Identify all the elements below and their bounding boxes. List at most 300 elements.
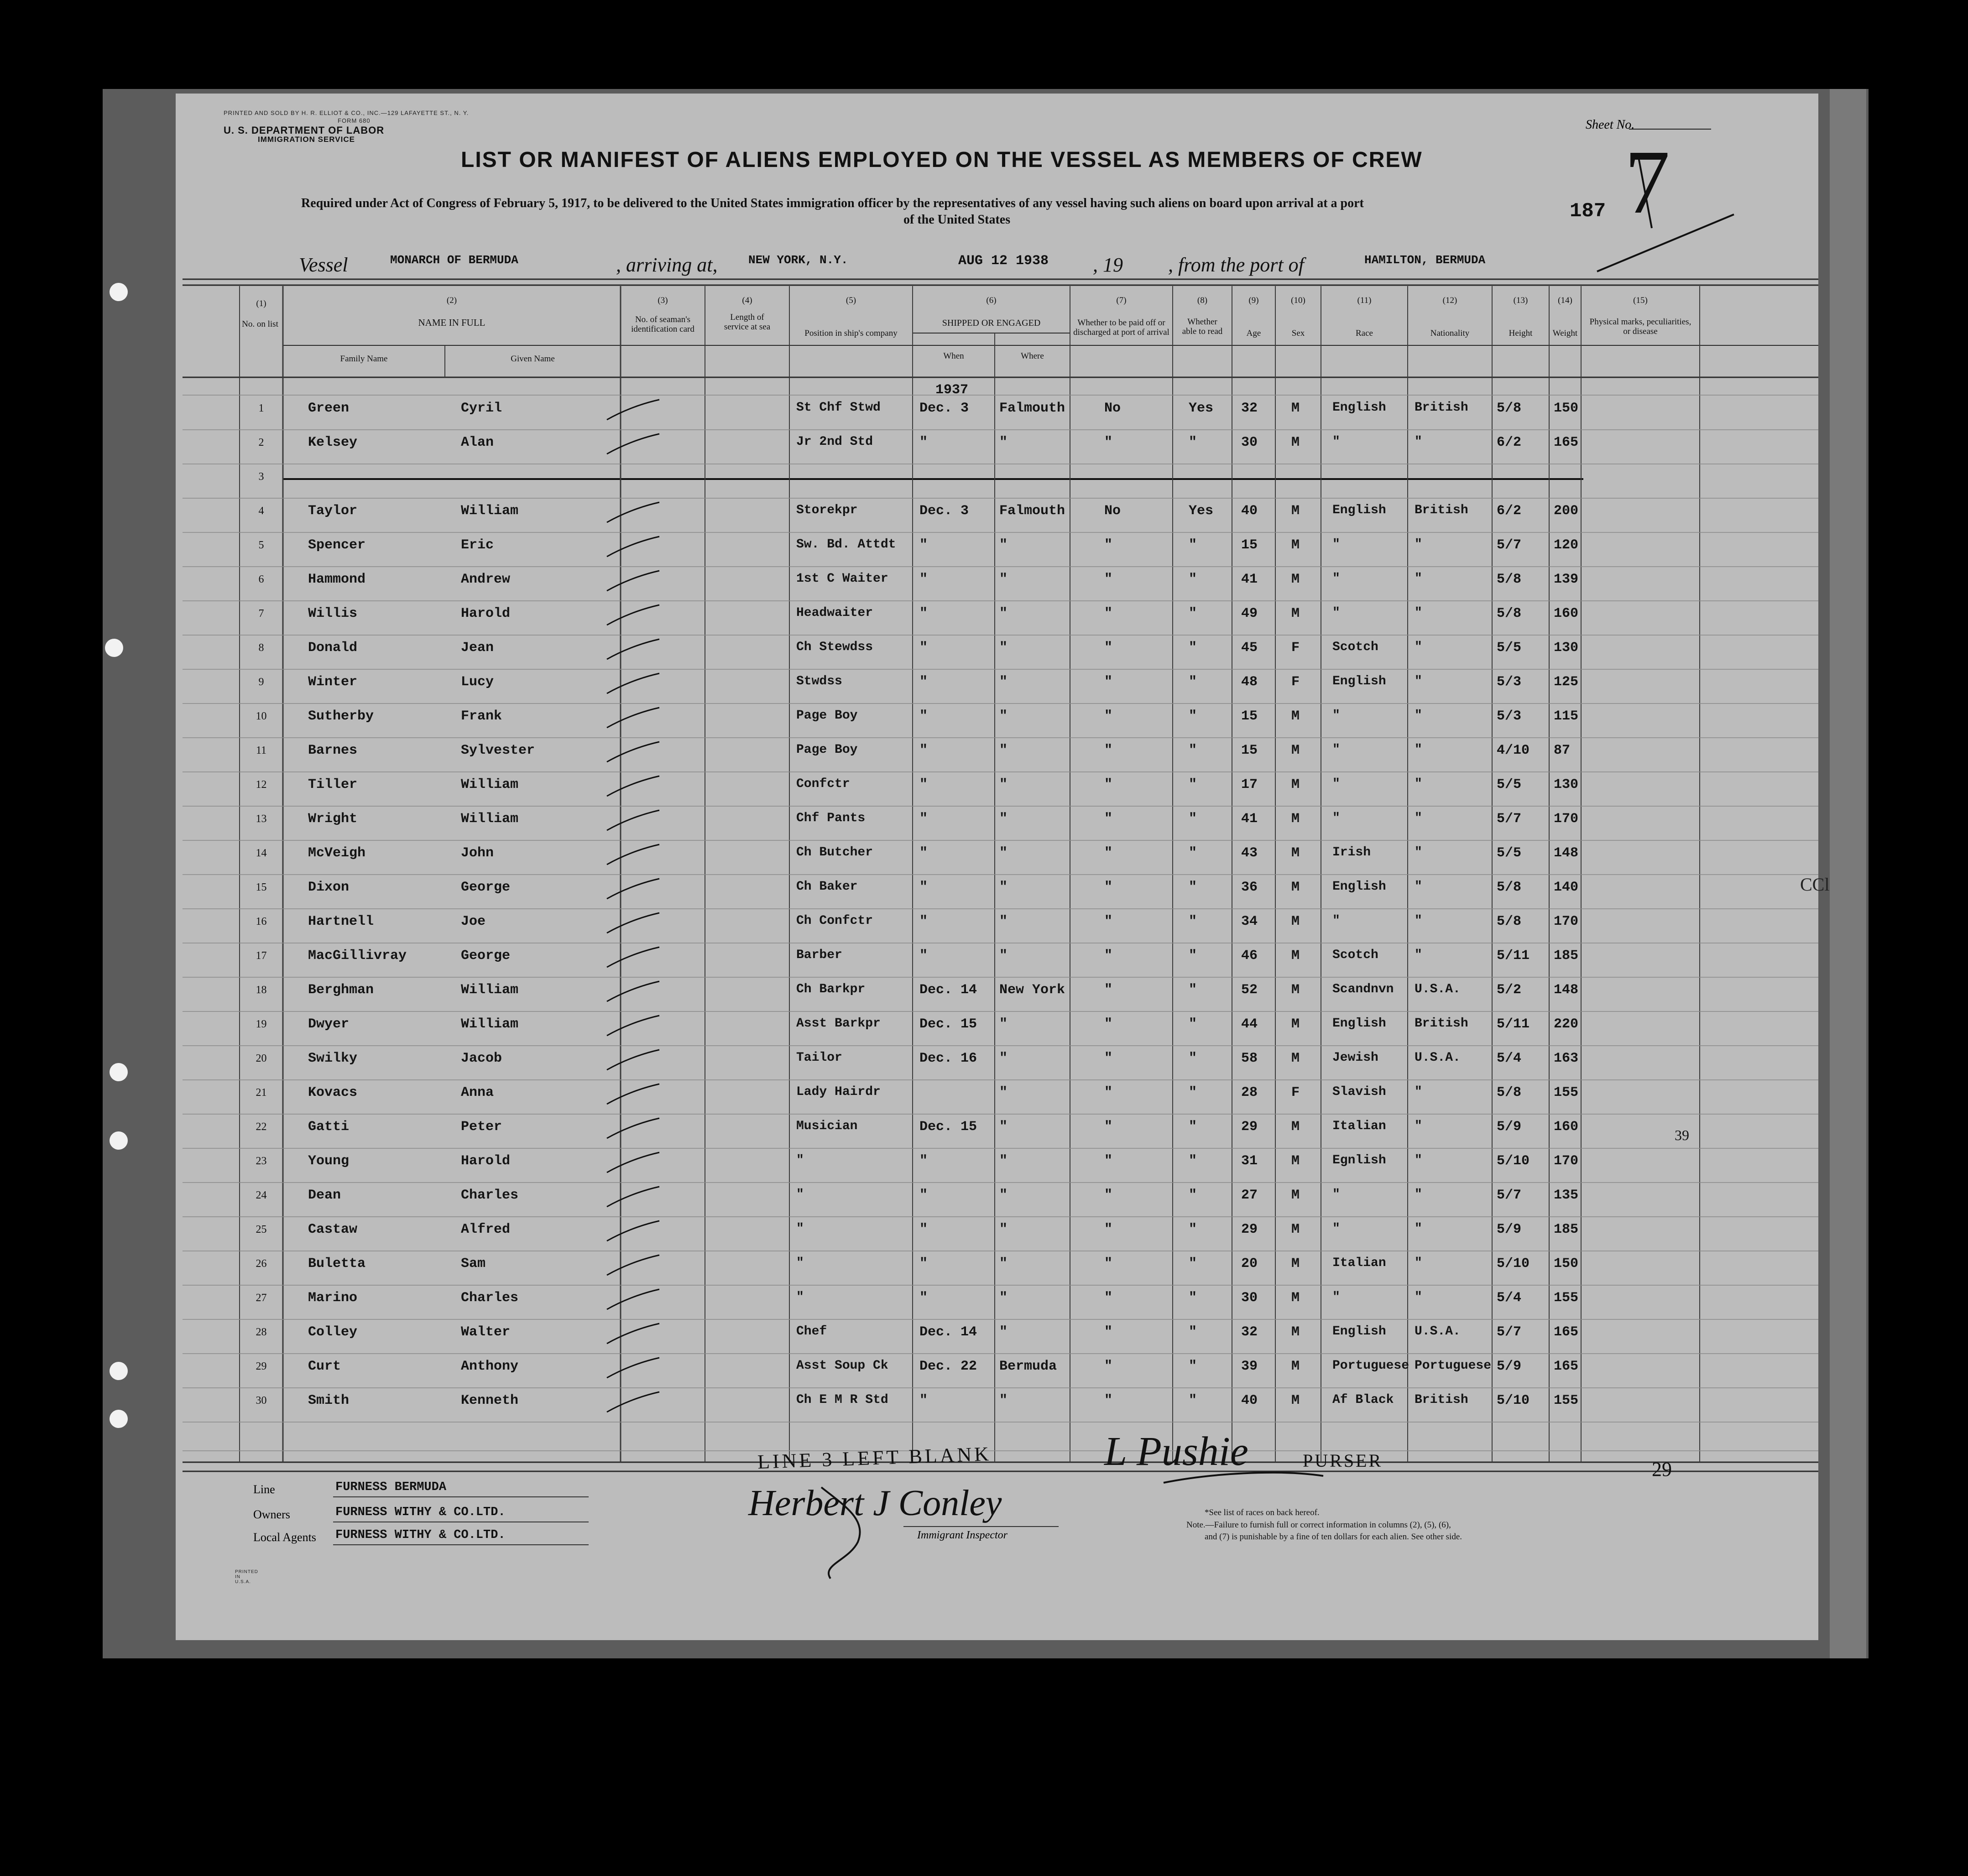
sex: M	[1291, 1359, 1300, 1374]
given-name: Jacob	[461, 1051, 502, 1066]
paid-off: "	[1104, 1188, 1113, 1203]
age: 29	[1241, 1119, 1258, 1135]
sex: M	[1291, 845, 1300, 861]
paid-off: "	[1104, 1222, 1113, 1237]
height: 5/8	[1497, 606, 1522, 621]
margin-note-29: 29	[1652, 1458, 1672, 1480]
vessel-label: Vessel	[299, 254, 348, 276]
stamp-number: 187	[1570, 200, 1606, 223]
race: English	[1332, 503, 1386, 517]
col3-number: (3)	[658, 296, 668, 305]
position: "	[796, 1222, 804, 1236]
age: 41	[1241, 572, 1258, 587]
position: Ch Barkpr	[796, 982, 866, 996]
margin-note-right: CCl	[1800, 874, 1830, 895]
able-to-read: "	[1189, 1153, 1197, 1169]
given-name: Peter	[461, 1119, 502, 1135]
sex: M	[1291, 743, 1300, 758]
paid-off: "	[1104, 674, 1113, 690]
penalty-note-2: and (7) is punishable by a fine of ten dollars for each alien. See other side.	[1205, 1532, 1462, 1542]
subtitle-line1: Required under Act of Congress of February 5, 1917, to be delivered to the United States immigration officer by the representatives of any vessel having such aliens on board upon arrival at a port	[301, 196, 1364, 210]
height: 5/8	[1497, 914, 1522, 929]
weight: 200	[1554, 503, 1579, 519]
sheet-number: 7	[1624, 132, 1670, 233]
paid-off: No	[1104, 401, 1121, 416]
age: 52	[1241, 982, 1258, 998]
position: Page Boy	[796, 709, 858, 723]
engaged-where: "	[999, 674, 1008, 690]
nationality: "	[1415, 1222, 1422, 1236]
able-to-read: "	[1189, 709, 1197, 724]
age: 15	[1241, 537, 1258, 553]
col4-number: (4)	[742, 296, 752, 305]
race: Jewish	[1332, 1051, 1378, 1065]
weight: 160	[1554, 1119, 1579, 1135]
position: Jr 2nd Std	[796, 435, 873, 449]
family-name: McVeigh	[308, 845, 366, 861]
engaged-year: 1937	[935, 382, 969, 398]
engaged-when: "	[919, 572, 928, 587]
race: Slavish	[1332, 1085, 1386, 1099]
paid-off: "	[1104, 709, 1113, 724]
height: 5/11	[1497, 1016, 1530, 1032]
race: "	[1332, 709, 1340, 723]
weight: 163	[1554, 1051, 1579, 1066]
sex: M	[1291, 880, 1300, 895]
age: 17	[1241, 777, 1258, 792]
sex: M	[1291, 914, 1300, 929]
given-name: Charles	[461, 1188, 519, 1203]
position: Asst Barkpr	[796, 1016, 881, 1031]
purser-signature: L Pushie	[1104, 1429, 1248, 1474]
race: "	[1332, 606, 1340, 620]
engaged-where: "	[999, 1324, 1008, 1340]
weight: 125	[1554, 674, 1579, 690]
paid-off: "	[1104, 1119, 1113, 1135]
race: "	[1332, 914, 1340, 928]
position: Stwdss	[796, 674, 842, 688]
weight: 120	[1554, 537, 1579, 553]
row-number: 2	[258, 437, 264, 448]
able-to-read: Yes	[1189, 401, 1214, 416]
row-number: 27	[256, 1292, 267, 1304]
race: English	[1332, 1324, 1386, 1339]
able-to-read: "	[1189, 811, 1197, 827]
sex: M	[1291, 1051, 1300, 1066]
engaged-when: Dec. 3	[919, 503, 969, 519]
age: 15	[1241, 709, 1258, 724]
sex: M	[1291, 1256, 1300, 1272]
arrival-date: AUG 12 1938	[958, 253, 1049, 269]
engaged-when: "	[919, 709, 928, 724]
paid-off: "	[1104, 1290, 1113, 1306]
inspector-signature: Herbert J Conley	[748, 1483, 1002, 1523]
engaged-where: "	[999, 811, 1008, 827]
from-port-label: , from the port of	[1168, 254, 1304, 276]
given-name: George	[461, 880, 511, 895]
nationality: "	[1415, 1153, 1422, 1167]
able-to-read: "	[1189, 640, 1197, 656]
age: 49	[1241, 606, 1258, 621]
nationality: "	[1415, 948, 1422, 962]
row-number: 10	[256, 710, 267, 722]
weight: 115	[1554, 709, 1579, 724]
engaged-where: "	[999, 537, 1008, 553]
height: 5/10	[1497, 1153, 1530, 1169]
weight: 140	[1554, 880, 1579, 895]
nationality: "	[1415, 777, 1422, 791]
position: "	[796, 1188, 804, 1202]
age: 30	[1241, 435, 1258, 450]
family-name: Swilky	[308, 1051, 358, 1066]
col1-header: No. on list	[242, 319, 278, 329]
paid-off: "	[1104, 537, 1113, 553]
race: "	[1332, 537, 1340, 552]
engaged-when: "	[919, 845, 928, 861]
family-name: Berghman	[308, 982, 374, 998]
engaged-when: "	[919, 1188, 928, 1203]
able-to-read: "	[1189, 914, 1197, 929]
sheet-label: Sheet No.	[1586, 118, 1635, 132]
engaged-when: "	[919, 537, 928, 553]
race: Scotch	[1332, 640, 1378, 654]
inspector-label: Immigrant Inspector	[917, 1529, 1007, 1541]
sex: M	[1291, 1119, 1300, 1135]
height: 5/8	[1497, 572, 1522, 587]
col2-number: (2)	[446, 296, 457, 305]
col14-number: (14)	[1558, 296, 1572, 305]
family-name: Kelsey	[308, 435, 358, 450]
able-to-read: "	[1189, 1085, 1197, 1100]
margin-note-39: 39	[1675, 1127, 1689, 1143]
nationality: "	[1415, 1256, 1422, 1270]
able-to-read: "	[1189, 1256, 1197, 1272]
weight: 185	[1554, 948, 1579, 964]
sex: M	[1291, 709, 1300, 724]
sex: M	[1291, 606, 1300, 621]
position: Chef	[796, 1324, 827, 1339]
position: Barber	[796, 948, 842, 962]
nationality: Portuguese	[1415, 1359, 1492, 1373]
weight: 165	[1554, 1324, 1579, 1340]
nationality: "	[1415, 1119, 1422, 1133]
position: Asst Soup Ck	[796, 1359, 888, 1373]
height: 5/4	[1497, 1051, 1522, 1066]
arrival-port: NEW YORK, N.Y.	[748, 253, 848, 267]
weight: 148	[1554, 845, 1579, 861]
penalty-note-1: Note.—Failure to furnish full or correct information in columns (2), (5), (6),	[1186, 1520, 1451, 1530]
sex: M	[1291, 537, 1300, 553]
races-note: *See list of races on back hereof.	[1205, 1508, 1320, 1517]
weight: 87	[1554, 743, 1571, 758]
engaged-when: Dec. 22	[919, 1359, 977, 1374]
race: "	[1332, 1290, 1340, 1304]
engaged-where: "	[999, 606, 1008, 621]
family-name: Marino	[308, 1290, 358, 1306]
arriving-label: , arriving at,	[616, 254, 718, 276]
service-name: IMMIGRATION SERVICE	[258, 135, 355, 144]
race: English	[1332, 880, 1386, 894]
family-name: Dean	[308, 1188, 341, 1203]
engaged-when: "	[919, 914, 928, 929]
sex: M	[1291, 1393, 1300, 1408]
family-name: Dixon	[308, 880, 350, 895]
age: 27	[1241, 1188, 1258, 1203]
nationality: "	[1415, 572, 1422, 586]
able-to-read: "	[1189, 1324, 1197, 1340]
family-name: Green	[308, 401, 350, 416]
family-name: Wright	[308, 811, 358, 827]
nationality: "	[1415, 811, 1422, 825]
family-name: Barnes	[308, 743, 358, 758]
col14-header: Weight	[1552, 328, 1578, 338]
engaged-where: "	[999, 1153, 1008, 1169]
given-name: Harold	[461, 606, 511, 621]
family-name: Buletta	[308, 1256, 366, 1272]
family-name: Spencer	[308, 537, 366, 553]
paid-off: "	[1104, 572, 1113, 587]
engaged-when: Dec. 15	[919, 1119, 977, 1135]
nationality: "	[1415, 914, 1422, 928]
engaged-where: "	[999, 1016, 1008, 1032]
nationality: "	[1415, 640, 1422, 654]
position: Musician	[796, 1119, 858, 1133]
able-to-read: "	[1189, 1359, 1197, 1374]
nationality: "	[1415, 709, 1422, 723]
sex: F	[1291, 1085, 1300, 1100]
engaged-when: "	[919, 880, 928, 895]
age: 46	[1241, 948, 1258, 964]
height: 5/7	[1497, 1324, 1522, 1340]
paid-off: "	[1104, 640, 1113, 656]
given-name: Andrew	[461, 572, 511, 587]
able-to-read: "	[1189, 1222, 1197, 1237]
row-number: 3	[258, 471, 264, 483]
age: 58	[1241, 1051, 1258, 1066]
weight: 139	[1554, 572, 1579, 587]
given-name: Walter	[461, 1324, 511, 1340]
col2-given-header: Given Name	[511, 354, 555, 364]
paid-off: "	[1104, 845, 1113, 861]
age: 32	[1241, 1324, 1258, 1340]
engaged-where: Falmouth	[999, 503, 1065, 519]
engaged-where: "	[999, 948, 1008, 964]
paid-off: "	[1104, 1256, 1113, 1272]
nationality: British	[1415, 1393, 1468, 1407]
family-name: Castaw	[308, 1222, 358, 1237]
race: Italian	[1332, 1256, 1386, 1270]
col10-header: Sex	[1291, 328, 1305, 338]
given-name: Alfred	[461, 1222, 511, 1237]
engaged-where: "	[999, 1085, 1008, 1100]
engaged-where: "	[999, 777, 1008, 792]
sex: M	[1291, 811, 1300, 827]
height: 5/7	[1497, 537, 1522, 553]
paid-off: No	[1104, 503, 1121, 519]
position: Page Boy	[796, 743, 858, 757]
family-name: Winter	[308, 674, 358, 690]
row-number: 23	[256, 1155, 267, 1167]
row-number: 24	[256, 1189, 267, 1201]
position: "	[796, 1153, 804, 1167]
sex: M	[1291, 1222, 1300, 1237]
position: Headwaiter	[796, 606, 873, 620]
race: Italian	[1332, 1119, 1386, 1133]
col4-header: Length of service at sea	[724, 313, 771, 332]
height: 5/11	[1497, 948, 1530, 964]
height: 6/2	[1497, 503, 1522, 519]
engaged-when: Dec. 15	[919, 1016, 977, 1032]
col12-header: Nationality	[1430, 328, 1470, 338]
height: 5/5	[1497, 845, 1522, 861]
col15-header: Physical marks, peculiarities, or disease	[1589, 317, 1691, 336]
col12-number: (12)	[1442, 296, 1457, 305]
engaged-when: Dec. 14	[919, 982, 977, 998]
age: 40	[1241, 1393, 1258, 1408]
paid-off: "	[1104, 1085, 1113, 1100]
col7-header: Whether to be paid off or discharged at port of arrival	[1073, 318, 1169, 337]
col13-header: Height	[1509, 328, 1533, 338]
position: 1st C Waiter	[796, 572, 888, 586]
engaged-where: Falmouth	[999, 401, 1065, 416]
paid-off: "	[1104, 914, 1113, 929]
row-number: 17	[256, 950, 267, 962]
weight: 155	[1554, 1085, 1579, 1100]
family-name: Willis	[308, 606, 358, 621]
position: Ch E M R Std	[796, 1393, 888, 1407]
paid-off: "	[1104, 880, 1113, 895]
height: 5/10	[1497, 1256, 1530, 1272]
col1-number: (1)	[256, 299, 266, 308]
col2-family-header: Family Name	[340, 354, 388, 364]
height: 5/10	[1497, 1393, 1530, 1408]
age: 41	[1241, 811, 1258, 827]
weight: 185	[1554, 1222, 1579, 1237]
given-name: William	[461, 982, 519, 998]
height: 5/7	[1497, 1188, 1522, 1203]
family-name: Dwyer	[308, 1016, 350, 1032]
given-name: Harold	[461, 1153, 511, 1169]
able-to-read: "	[1189, 743, 1197, 758]
paid-off: "	[1104, 1324, 1113, 1340]
position: Chf Pants	[796, 811, 866, 825]
age: 36	[1241, 880, 1258, 895]
family-name: Young	[308, 1153, 350, 1169]
engaged-where: Bermuda	[999, 1359, 1057, 1374]
sex: M	[1291, 1324, 1300, 1340]
family-name: Gatti	[308, 1119, 350, 1135]
col13-number: (13)	[1513, 296, 1528, 305]
engaged-when: "	[919, 811, 928, 827]
row-number: 19	[256, 1018, 267, 1030]
family-name: Tiller	[308, 777, 358, 792]
race: "	[1332, 1188, 1340, 1202]
engaged-where: "	[999, 1290, 1008, 1306]
sex: M	[1291, 1290, 1300, 1306]
line-label: Line	[253, 1483, 275, 1496]
engaged-where: "	[999, 1188, 1008, 1203]
weight: 130	[1554, 640, 1579, 656]
col11-number: (11)	[1357, 296, 1372, 305]
col9-header: Age	[1246, 328, 1261, 338]
race: "	[1332, 435, 1340, 449]
col9-number: (9)	[1248, 296, 1259, 305]
given-name: Sam	[461, 1256, 486, 1272]
nationality: "	[1415, 537, 1422, 552]
family-name: Hartnell	[308, 914, 374, 929]
race: Scandnvn	[1332, 982, 1394, 996]
col3-header: No. of seaman's identification card	[631, 315, 694, 334]
sex: M	[1291, 503, 1300, 519]
able-to-read: "	[1189, 982, 1197, 998]
engaged-where: "	[999, 640, 1008, 656]
given-name: Anthony	[461, 1359, 519, 1374]
engaged-when: "	[919, 606, 928, 621]
engaged-when: "	[919, 1256, 928, 1272]
engaged-where: "	[999, 1256, 1008, 1272]
age: 32	[1241, 401, 1258, 416]
row-number: 13	[256, 813, 267, 825]
weight: 148	[1554, 982, 1579, 998]
row-number: 15	[256, 881, 267, 893]
row-number: 25	[256, 1224, 267, 1235]
race: Irish	[1332, 845, 1371, 860]
position: Lady Hairdr	[796, 1085, 881, 1099]
weight: 155	[1554, 1393, 1579, 1408]
age: 28	[1241, 1085, 1258, 1100]
col15-number: (15)	[1633, 296, 1648, 305]
line-underline	[333, 1496, 589, 1497]
height: 5/4	[1497, 1290, 1522, 1306]
sex: F	[1291, 674, 1300, 690]
height: 5/9	[1497, 1359, 1522, 1374]
family-name: Taylor	[308, 503, 358, 519]
agents-label: Local Agents	[253, 1531, 316, 1544]
able-to-read: "	[1189, 1393, 1197, 1408]
given-name: William	[461, 1016, 519, 1032]
subtitle-line2: of the United States	[903, 213, 1011, 227]
sex: M	[1291, 1016, 1300, 1032]
given-name: Alan	[461, 435, 494, 450]
sex: M	[1291, 572, 1300, 587]
age: 45	[1241, 640, 1258, 656]
row-number: 7	[258, 608, 264, 620]
engaged-when: "	[919, 777, 928, 792]
weight: 160	[1554, 606, 1579, 621]
given-name: Jean	[461, 640, 494, 656]
position: Tailor	[796, 1051, 842, 1065]
nationality: "	[1415, 606, 1422, 620]
engaged-when: "	[919, 1290, 928, 1306]
engaged-when: Dec. 14	[919, 1324, 977, 1340]
given-name: Lucy	[461, 674, 494, 690]
nationality: "	[1415, 1085, 1422, 1099]
col2-header: NAME IN FULL	[418, 317, 485, 328]
row-number: 9	[258, 676, 264, 688]
able-to-read: "	[1189, 845, 1197, 861]
printed-in-mark: PRINTED IN U.S.A.	[235, 1569, 258, 1584]
weight: 170	[1554, 811, 1579, 827]
given-name: Joe	[461, 914, 486, 929]
family-name: Smith	[308, 1393, 350, 1408]
inspector-underline	[903, 1526, 1059, 1527]
given-name: Anna	[461, 1085, 494, 1100]
row-number: 4	[258, 505, 264, 517]
height: 5/3	[1497, 709, 1522, 724]
engaged-when: "	[919, 1153, 928, 1169]
engaged-where: New York	[999, 982, 1065, 998]
family-name: Hammond	[308, 572, 366, 587]
